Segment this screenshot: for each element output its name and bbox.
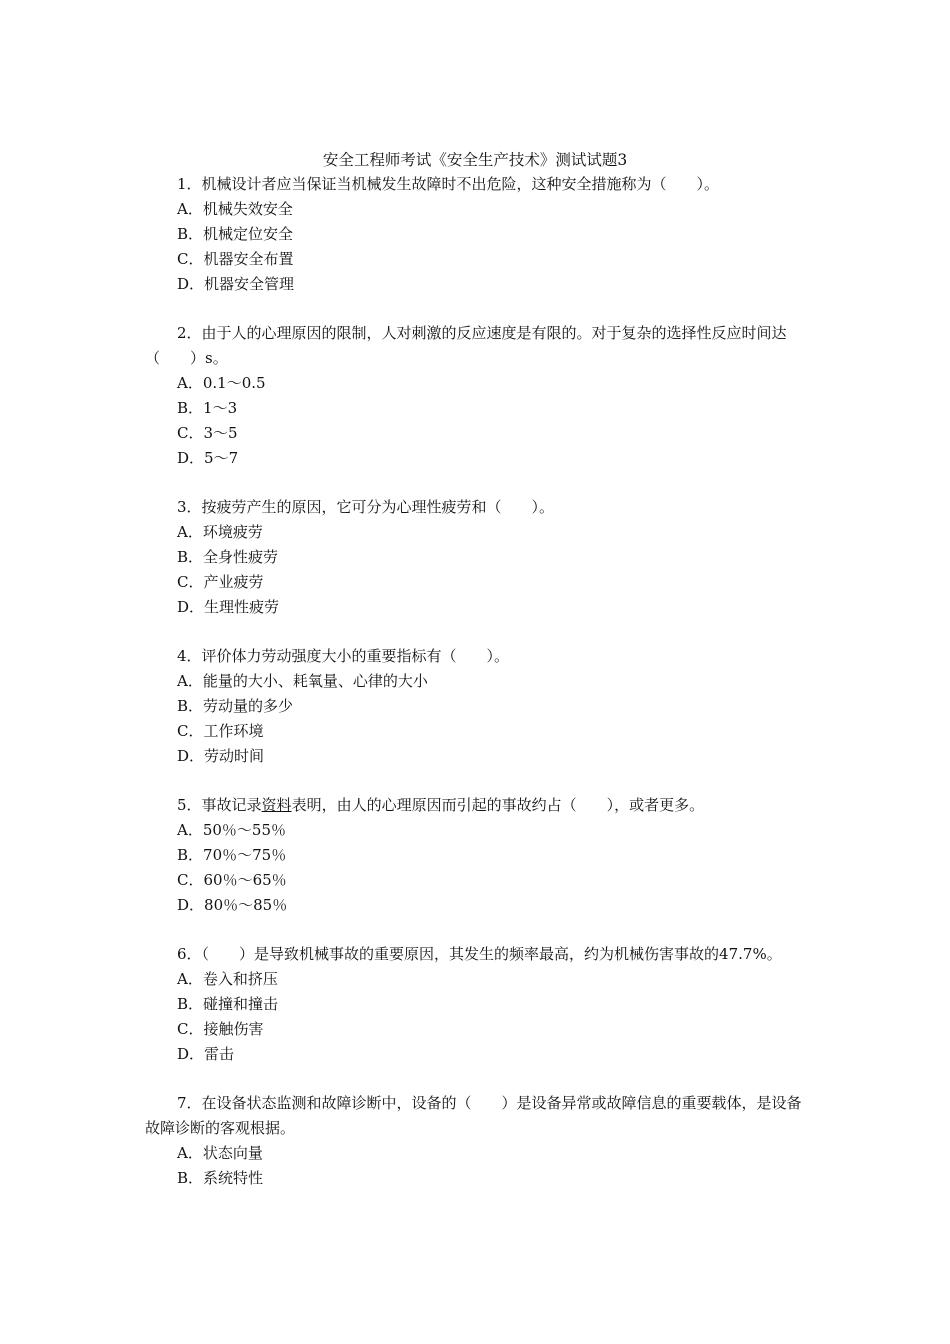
question-stem: 3．按疲劳产生的原因，它可分为心理性疲劳和（ ）。	[177, 498, 555, 516]
option-b: B．碰撞和撞击	[177, 995, 279, 1013]
option-c: C．工作环境	[177, 722, 264, 740]
question-6	[145, 942, 810, 1067]
option-a: A．状态向量	[177, 1144, 263, 1162]
question-stem: 6．（ ）是导致机械事故的重要原因，其发生的频率最高，约为机械伤害事故的47.7%。	[177, 945, 782, 963]
question-stem	[145, 793, 810, 818]
question-stem: 7．在设备状态监测和故障诊断中，设备的（ ）是设备异常或故障信息的重要载体，是设备故障诊断的客观根据。	[145, 1094, 802, 1137]
option-b: B．劳动量的多少	[177, 697, 294, 715]
question-1	[145, 172, 810, 297]
option-a: A．卷入和挤压	[177, 970, 278, 988]
option-c: C．60％～65％	[177, 871, 287, 889]
option-d: D．生理性疲劳	[177, 598, 280, 616]
option-b: B．1～3	[177, 399, 238, 417]
document-title: 安全工程师考试《安全生产技术》测试试题3	[322, 151, 628, 169]
option-d: D．5～7	[177, 449, 239, 467]
question-list	[145, 172, 810, 1215]
option-d: D．80％～85％	[177, 896, 288, 914]
option-c: C．3～5	[177, 424, 238, 442]
question-3	[145, 495, 810, 620]
option-c: C．接触伤害	[177, 1020, 264, 1038]
stem-suffix: 表明，由人的心理原因而引起的事故约占（ ），或者更多。	[291, 796, 705, 814]
option-b: B．全身性疲劳	[177, 548, 279, 566]
option-a: A．50％～55％	[177, 821, 287, 839]
option-b: B．70％～75％	[177, 846, 287, 864]
question-stem: 4．评价体力劳动强度大小的重要指标有（ ）。	[177, 647, 510, 665]
question-stem: 2．由于人的心理原因的限制，人对刺激的反应速度是有限的。对于复杂的选择性反应时间达（ ）s。	[145, 324, 787, 367]
question-4	[145, 644, 810, 769]
question-stem: 1．机械设计者应当保证当机械发生故障时不出危险，这种安全措施称为（ ）。	[177, 175, 720, 193]
question-2	[145, 321, 810, 471]
option-a: A．0.1～0.5	[177, 374, 266, 392]
option-b: B．系统特性	[177, 1169, 264, 1187]
option-c: C．产业疲劳	[177, 573, 264, 591]
option-a: A．机械失效安全	[177, 200, 293, 218]
option-d: D．雷击	[177, 1045, 235, 1063]
stem-prefix: 5．事故记录	[177, 796, 262, 814]
question-5	[145, 793, 810, 918]
option-b: B．机械定位安全	[177, 225, 294, 243]
option-a: A．能量的大小、耗氧量、心律的大小	[177, 672, 428, 690]
option-d: D．机器安全管理	[177, 275, 295, 293]
resource-link[interactable]: 资料	[261, 796, 292, 814]
question-7	[145, 1091, 810, 1191]
option-c: C．机器安全布置	[177, 250, 294, 268]
option-d: D．劳动时间	[177, 747, 265, 765]
option-a: A．环境疲劳	[177, 523, 263, 541]
